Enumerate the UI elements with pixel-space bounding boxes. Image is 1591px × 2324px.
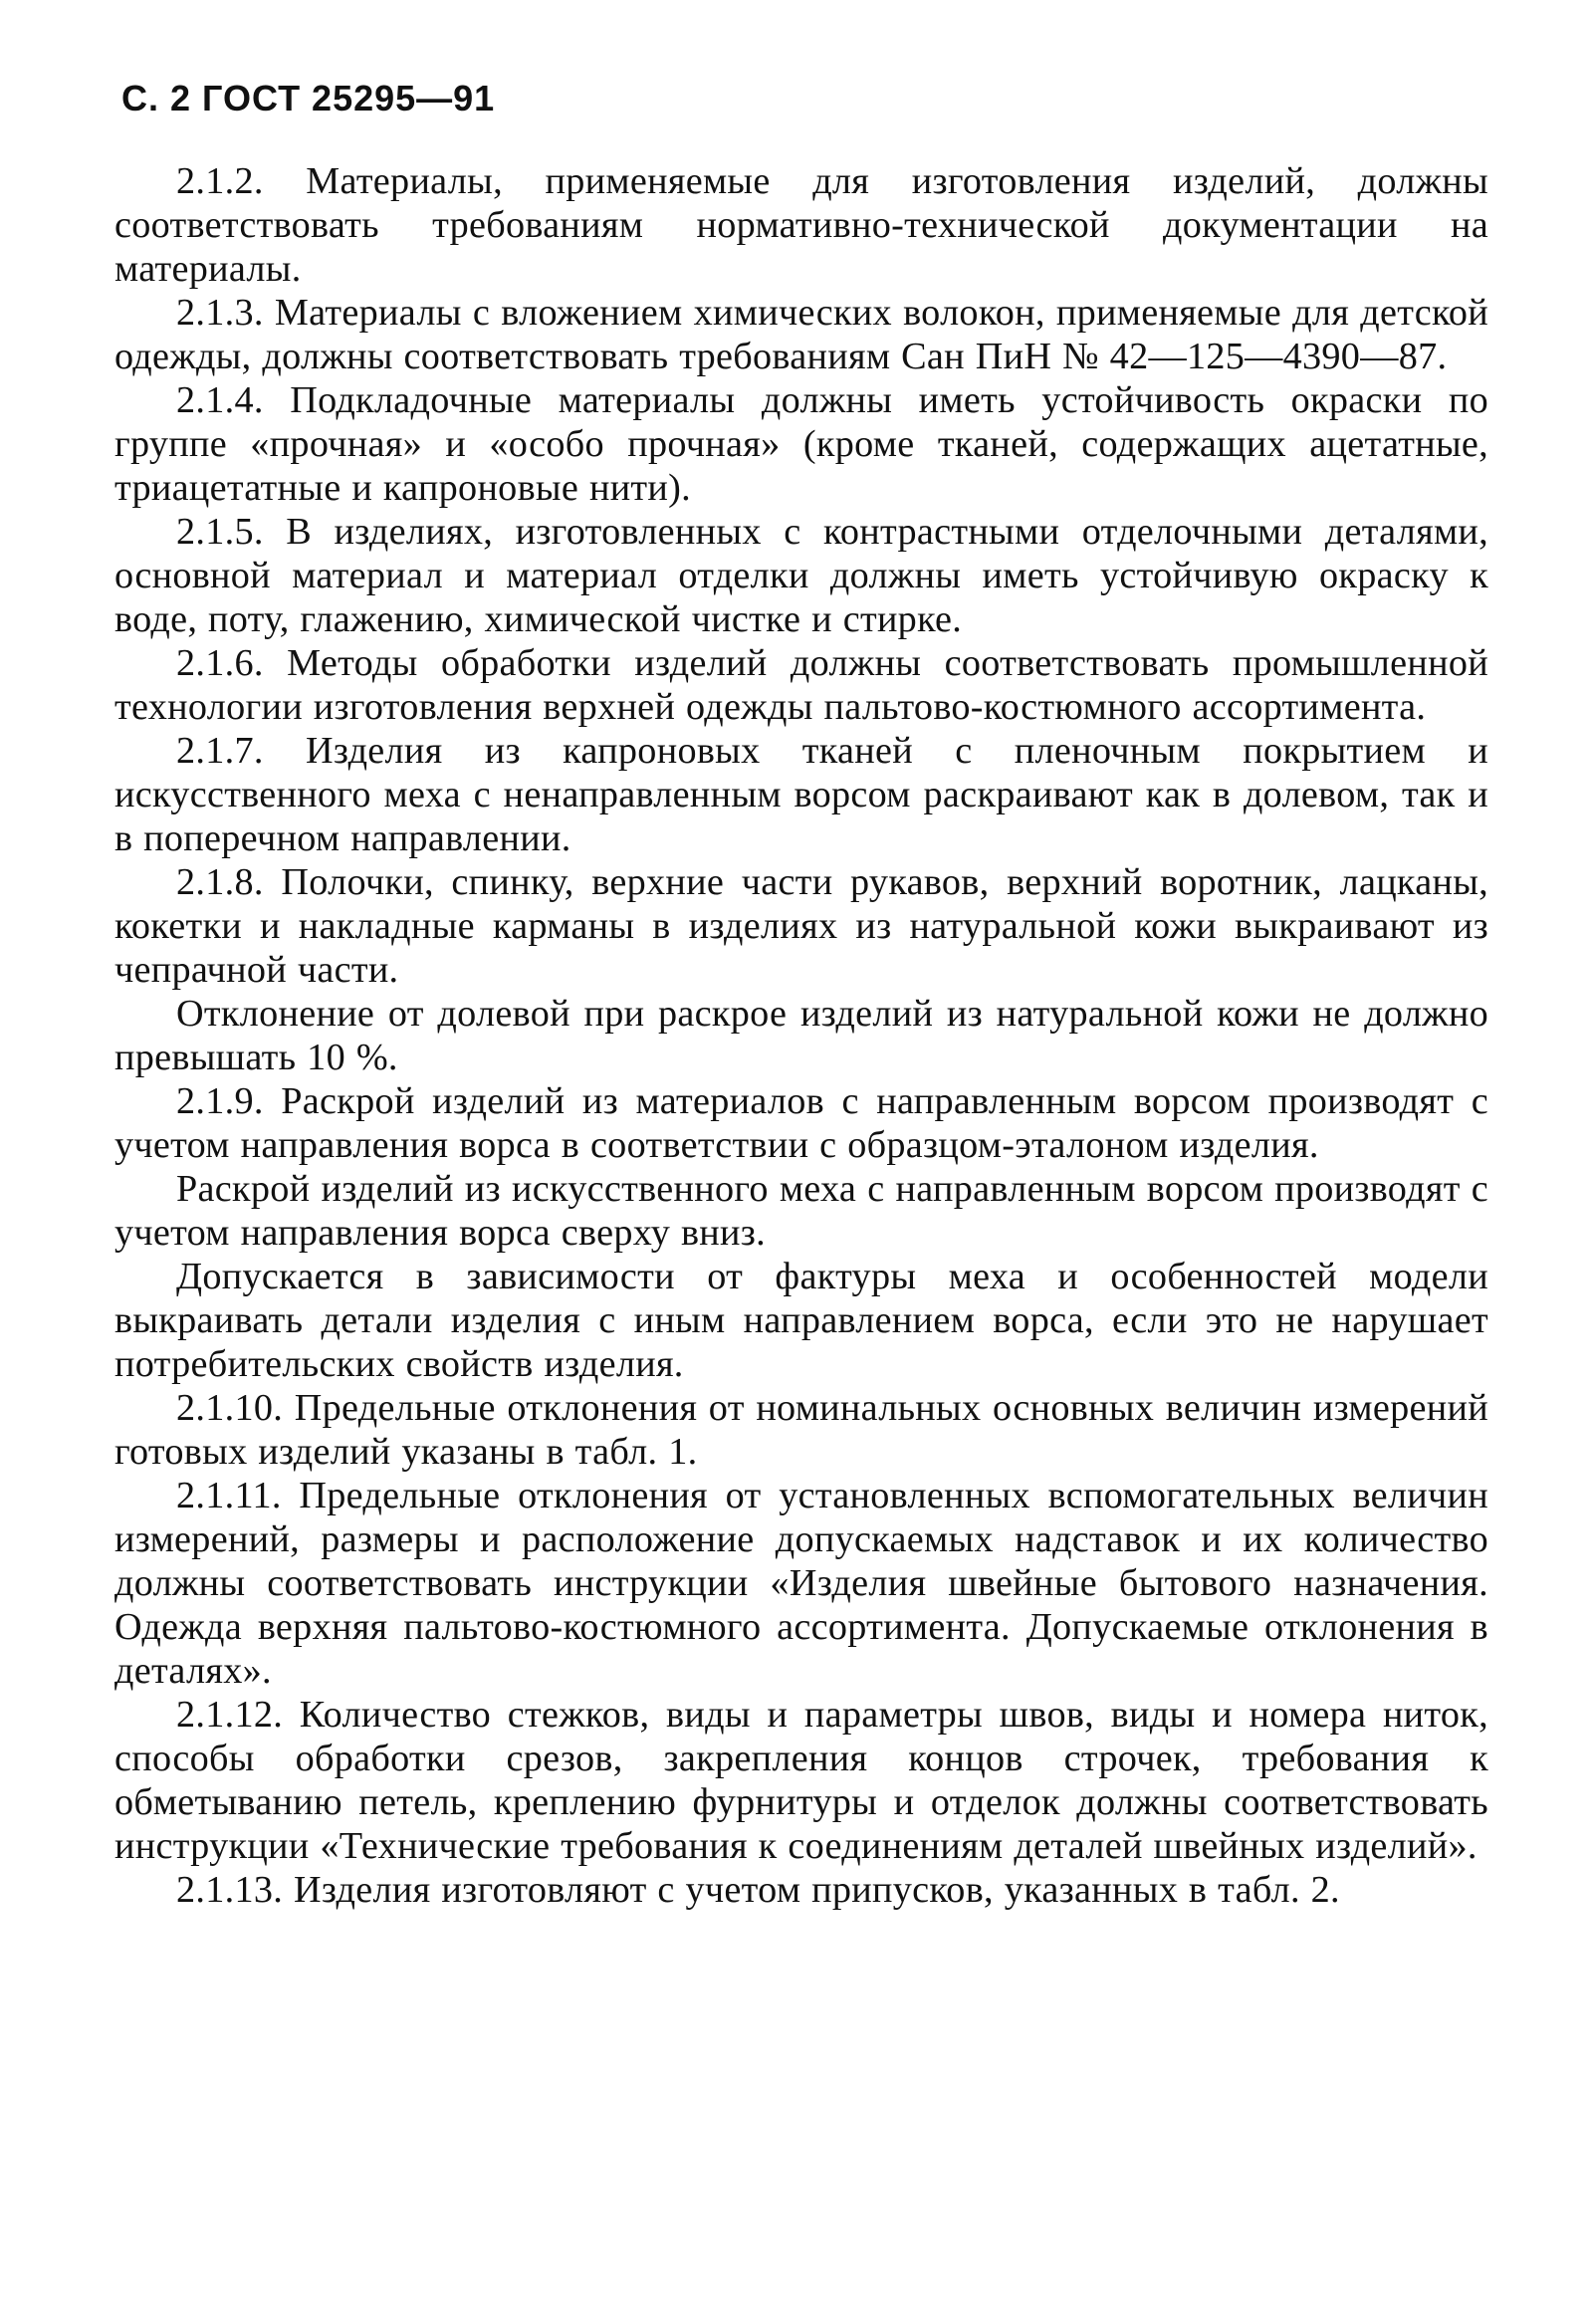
paragraph: 2.1.11. Предельные отклонения от установленных вспомогательных величин измерений, размеры и расположение допускаемых надставок и их количество должны соответствовать инструкции «Изделия швейные бытового назначения. Одежда верхняя пальтово-костюмного ассортимента. Допускаемые отклонения в деталях». xyxy=(114,1475,1488,1692)
paragraph: Отклонение от долевой при раскрое изделий из натуральной кожи не должно превышать 10 %. xyxy=(114,993,1488,1078)
document-body xyxy=(114,159,1488,1912)
paragraph: 2.1.6. Методы обработки изделий должны соответствовать промышленной технологии изготовления верхней одежды пальтово-костюмного ассортимента. xyxy=(114,642,1488,728)
paragraph: 2.1.5. В изделиях, изготовленных с контрастными отделочными деталями, основной материал и материал отделки должны иметь устойчивую окраску к воде, поту, глажению, химической чистке и стирке. xyxy=(114,511,1488,640)
paragraph: Допускается в зависимости от фактуры меха и особенностей модели выкраивать детали изделия с иным направлением ворса, если это не нарушает потребительских свойств изделия. xyxy=(114,1256,1488,1385)
paragraph: 2.1.8. Полочки, спинку, верхние части рукавов, верхний воротник, лацканы, кокетки и накладные карманы в изделиях из натуральной кожи выкраивают из чепрачной части. xyxy=(114,861,1488,991)
paragraph: 2.1.13. Изделия изготовляют с учетом припусков, указанных в табл. 2. xyxy=(176,1869,1340,1911)
paragraph: 2.1.9. Раскрой изделий из материалов с направленным ворсом производят с учетом направления ворса в соответствии с образцом-эталоном изделия. xyxy=(114,1080,1488,1166)
paragraph: 2.1.3. Материалы с вложением химических волокон, применяемые для детской одежды, должны соответствовать требованиям Сан ПиН № 42—125—4390—87. xyxy=(114,292,1488,377)
page-header: С. 2 ГОСТ 25295—91 xyxy=(121,78,496,118)
paragraph: 2.1.2. Материалы, применяемые для изготовления изделий, должны соответствовать требованиям нормативно-технической документации на материалы. xyxy=(114,160,1488,290)
paragraph: 2.1.10. Предельные отклонения от номинальных основных величин измерений готовых изделий указаны в табл. 1. xyxy=(114,1387,1488,1473)
paragraph: Раскрой изделий из искусственного меха с направленным ворсом производят с учетом направления ворса сверху вниз. xyxy=(114,1168,1488,1254)
paragraph: 2.1.12. Количество стежков, виды и параметры швов, виды и номера ниток, способы обработки срезов, закрепления концов строчек, требования к обметыванию петель, креплению фурнитуры и отделок должны соответствовать инструкции «Технические требования к соединениям деталей швейных изделий». xyxy=(114,1694,1488,1867)
paragraph: 2.1.7. Изделия из капроновых тканей с пленочным покрытием и искусственного меха с ненаправленным ворсом раскраивают как в долевом, так и в поперечном направлении. xyxy=(114,730,1488,859)
paragraph: 2.1.4. Подкладочные материалы должны иметь устойчивость окраски по группе «прочная» и «особо прочная» (кроме тканей, содержащих ацетатные, триацетатные и капроновые нити). xyxy=(114,379,1488,509)
